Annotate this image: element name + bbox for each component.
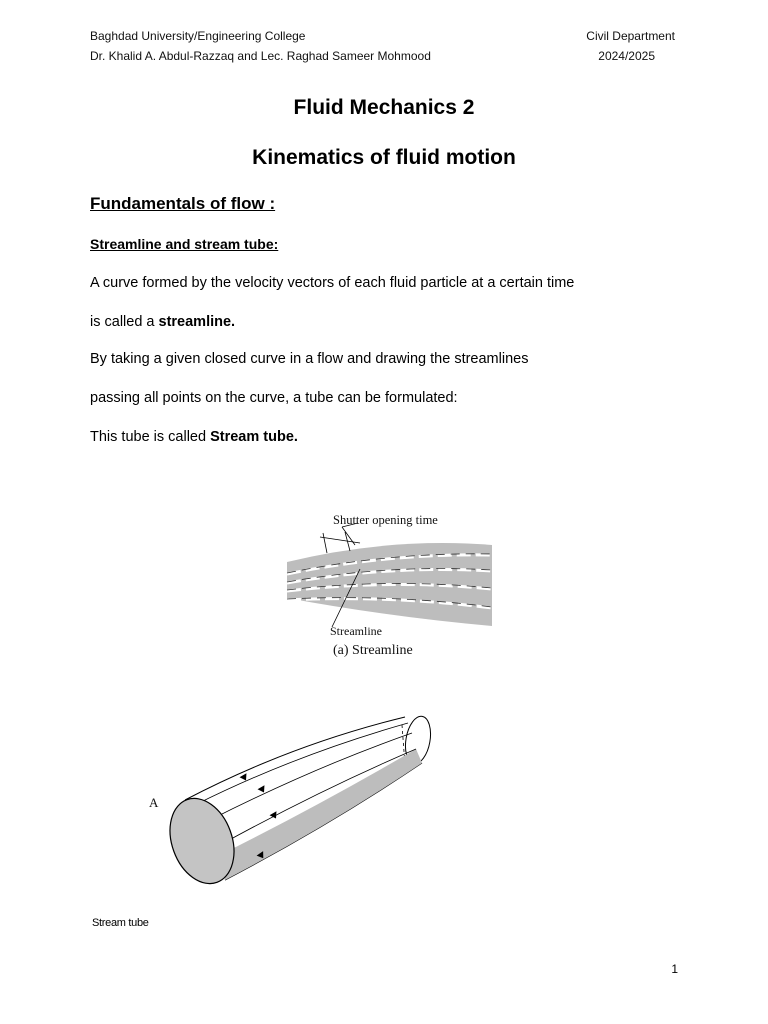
stream-tube-term: Stream tube. [210, 429, 298, 445]
paragraph-2-text: is called a [90, 314, 159, 330]
header-department: Civil Department [586, 29, 675, 43]
paragraph-4: passing all points on the curve, a tube can be formulated: [90, 390, 458, 406]
page-subtitle: Kinematics of fluid motion [252, 146, 516, 169]
page-number: 1 [671, 962, 678, 976]
header-authors: Dr. Khalid A. Abdul-Razzaq and Lec. Raghad Sameer Mohmood [90, 49, 431, 63]
point-a-label: A [149, 795, 159, 810]
page-title: Fluid Mechanics 2 [293, 96, 475, 119]
shutter-opening-label: Shutter opening time [333, 513, 438, 527]
subsection-heading: Streamline and stream tube: [90, 236, 279, 252]
figure-b-caption: Stream tube [92, 917, 149, 929]
paragraph-2 [90, 313, 235, 331]
stream-tube-figure [140, 705, 450, 905]
streamline-term: streamline. [158, 314, 236, 330]
streamline-label: Streamline [330, 624, 382, 638]
paragraph-5-text: This tube is called [90, 429, 211, 445]
paragraph-3: By taking a given closed curve in a flow and drawing the streamlines [90, 351, 529, 367]
section-heading: Fundamentals of flow : [90, 194, 276, 213]
streamline-figure [280, 505, 500, 665]
figure-a-caption: (a) Streamline [333, 643, 413, 658]
header-institution: Baghdad University/Engineering College [90, 29, 306, 43]
paragraph-5 [90, 428, 298, 446]
header-year: 2024/2025 [598, 49, 655, 63]
paragraph-1: A curve formed by the velocity vectors of each fluid particle at a certain time [90, 275, 575, 291]
